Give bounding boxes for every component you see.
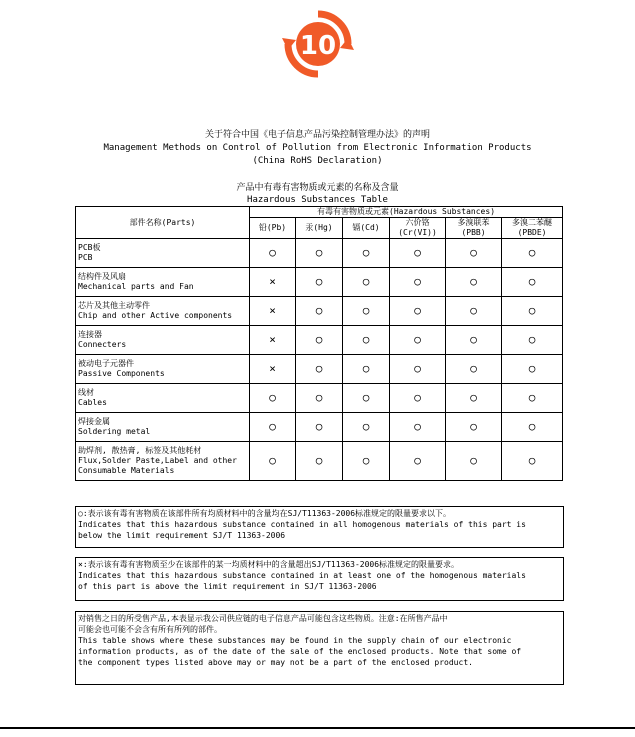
substance-mark: ○ bbox=[502, 268, 563, 297]
logo-number: 10 bbox=[299, 31, 337, 61]
substance-mark: ○ bbox=[390, 326, 446, 355]
hazardous-substances-table bbox=[75, 206, 563, 481]
footer-divider bbox=[0, 727, 635, 729]
table-row bbox=[76, 297, 563, 326]
substance-mark: ○ bbox=[446, 355, 502, 384]
substance-mark: ○ bbox=[446, 413, 502, 442]
substance-mark: ○ bbox=[296, 239, 343, 268]
part-name-zh: 连接器 bbox=[78, 330, 102, 339]
substance-mark: ○ bbox=[296, 297, 343, 326]
declaration-title-en: Management Methods on Control of Pollution from Electronic Information Products bbox=[103, 143, 532, 153]
note-cross-legend: ×:表示该有毒有害物质至少在该部件的某一均质材料中的含量超出SJ/T11363-2006标准规定的限量要求。 Indicates that this hazardous substance contained in at least one of the homogenous materials of this part is above the limit requirement in SJ/T 11363-2006 bbox=[75, 557, 564, 601]
substance-mark: ○ bbox=[296, 413, 343, 442]
part-name-cell bbox=[76, 326, 250, 355]
substance-mark: ○ bbox=[343, 268, 390, 297]
substance-mark: ○ bbox=[446, 268, 502, 297]
substance-mark: ○ bbox=[502, 239, 563, 268]
substance-mark: ○ bbox=[343, 355, 390, 384]
table-row bbox=[76, 239, 563, 268]
part-name-zh: 助焊剂, 散热膏, 标签及其他耗材 bbox=[78, 446, 202, 455]
part-name-zh: 被动电子元器件 bbox=[78, 359, 134, 368]
substance-mark: ○ bbox=[250, 384, 296, 413]
part-name-cell bbox=[76, 355, 250, 384]
substance-mark: ○ bbox=[296, 384, 343, 413]
substance-mark: ○ bbox=[446, 384, 502, 413]
substances-group-header: 有毒有害物质或元素(Hazardous Substances) bbox=[250, 207, 563, 218]
part-name-zh: PCB板 bbox=[78, 243, 101, 252]
substance-mark: ○ bbox=[446, 442, 502, 481]
part-name-en: Cables bbox=[78, 398, 107, 407]
substance-mark: ○ bbox=[502, 442, 563, 481]
substance-mark: ○ bbox=[446, 297, 502, 326]
substance-mark: ○ bbox=[502, 355, 563, 384]
substance-mark: ○ bbox=[250, 239, 296, 268]
substance-mark: ○ bbox=[446, 239, 502, 268]
substance-mark: × bbox=[250, 355, 296, 384]
part-name-en: Soldering metal bbox=[78, 427, 151, 436]
substance-mark: ○ bbox=[502, 326, 563, 355]
table-title-en: Hazardous Substances Table bbox=[247, 195, 388, 205]
part-name-cell bbox=[76, 268, 250, 297]
table-row bbox=[76, 413, 563, 442]
substance-column-header: 多溴二苯醚 (PBDE) bbox=[502, 218, 563, 239]
table-row bbox=[76, 355, 563, 384]
note-circle-legend: ○:表示该有毒有害物质在该部件所有均质材料中的含量均在SJ/T11363-2006标准规定的限量要求以下。 Indicates that this hazardous substance contained in all homogenous materials of this part is below the limit requirement SJ/T 11363-2006 bbox=[75, 506, 564, 548]
substance-mark: × bbox=[250, 297, 296, 326]
part-name-cell bbox=[76, 442, 250, 481]
part-name-en: Mechanical parts and Fan bbox=[78, 282, 194, 291]
declaration-title-zh: 关于符合中国《电子信息产品污染控制管理办法》的声明 bbox=[204, 130, 430, 140]
substance-mark: ○ bbox=[390, 239, 446, 268]
part-name-cell bbox=[76, 413, 250, 442]
substance-column-header: 汞(Hg) bbox=[296, 218, 343, 239]
substance-column-header: 镉(Cd) bbox=[343, 218, 390, 239]
part-name-zh: 线材 bbox=[78, 388, 94, 397]
part-name-zh: 芯片及其他主动零件 bbox=[78, 301, 150, 310]
substance-mark: ○ bbox=[250, 442, 296, 481]
substance-mark: ○ bbox=[343, 297, 390, 326]
table-row bbox=[76, 268, 563, 297]
part-name-en: Flux,Solder Paste,Label and other bbox=[78, 456, 237, 465]
table-row bbox=[76, 326, 563, 355]
table-row bbox=[76, 442, 563, 481]
substance-column-header: 六价铬 (Cr(VI)) bbox=[390, 218, 446, 239]
substance-mark: × bbox=[250, 268, 296, 297]
substance-mark: ○ bbox=[343, 326, 390, 355]
part-name-zh: 结构件及风扇 bbox=[78, 272, 126, 281]
substance-mark: × bbox=[250, 326, 296, 355]
substance-mark: ○ bbox=[343, 442, 390, 481]
substance-mark: ○ bbox=[296, 442, 343, 481]
substance-mark: ○ bbox=[390, 442, 446, 481]
part-name-cell bbox=[76, 297, 250, 326]
epup-10-logo bbox=[282, 8, 354, 80]
parts-header: 部件名称(Parts) bbox=[76, 207, 250, 239]
substance-mark: ○ bbox=[502, 297, 563, 326]
part-name-en: Passive Components bbox=[78, 369, 165, 378]
table-row bbox=[76, 384, 563, 413]
substance-mark: ○ bbox=[446, 326, 502, 355]
substance-mark: ○ bbox=[502, 384, 563, 413]
substance-column-header: 铅(Pb) bbox=[250, 218, 296, 239]
part-name-en: Connecters bbox=[78, 340, 127, 349]
table-title-zh: 产品中有毒有害物质或元素的名称及含量 bbox=[236, 183, 399, 193]
substance-mark: ○ bbox=[250, 413, 296, 442]
note-supply-chain: 对销售之日的所受售产品,本表显示我公司供应链的电子信息产品可能包含这些物质。注意:在所售产品中 可能会也可能不会含有所有所列的部件。 This table shows where these substances may be found in the supply chain of our electronic information products, as of the date of the sale of the enclosed products. Note that some of the component types listed above may or may not be a part of the enclosed product. bbox=[75, 611, 564, 685]
substance-column-header: 多溴联苯 (PBB) bbox=[446, 218, 502, 239]
substance-mark: ○ bbox=[390, 297, 446, 326]
substance-mark: ○ bbox=[390, 413, 446, 442]
substance-mark: ○ bbox=[390, 268, 446, 297]
substance-mark: ○ bbox=[390, 384, 446, 413]
substance-mark: ○ bbox=[296, 326, 343, 355]
part-name-en: PCB bbox=[78, 253, 93, 262]
substance-mark: ○ bbox=[296, 355, 343, 384]
part-name-en: Consumable Materials bbox=[78, 466, 175, 475]
part-name-cell bbox=[76, 239, 250, 268]
part-name-cell bbox=[76, 384, 250, 413]
declaration-subtitle: (China RoHS Declaration) bbox=[252, 156, 383, 166]
substance-mark: ○ bbox=[296, 268, 343, 297]
substance-mark: ○ bbox=[343, 384, 390, 413]
substance-mark: ○ bbox=[502, 413, 563, 442]
substance-mark: ○ bbox=[343, 413, 390, 442]
substance-mark: ○ bbox=[343, 239, 390, 268]
part-name-en: Chip and other Active components bbox=[78, 311, 233, 320]
part-name-zh: 焊接金属 bbox=[78, 417, 110, 426]
substance-mark: ○ bbox=[390, 355, 446, 384]
